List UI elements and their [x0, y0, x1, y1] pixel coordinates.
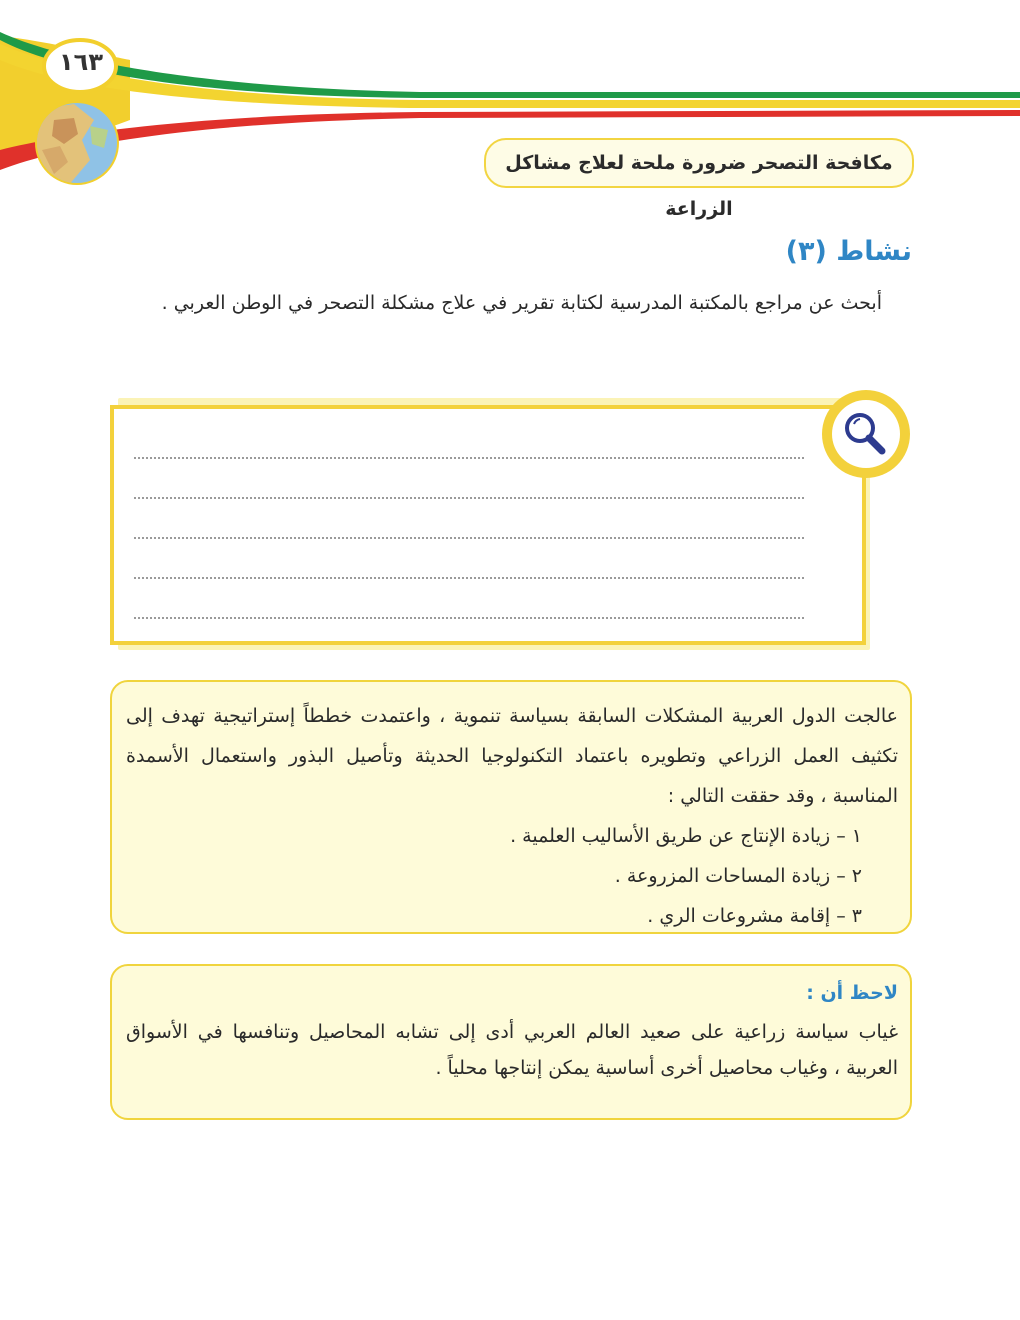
writing-box[interactable] — [110, 405, 866, 645]
writing-line[interactable] — [134, 537, 804, 539]
search-icon — [820, 388, 912, 480]
chapter-title: مكافحة التصحر ضرورة ملحة لعلاج مشاكل الزراعة — [484, 138, 914, 188]
list-item: ٢ – زيادة المساحات المزروعة . — [614, 865, 862, 887]
note-text: غياب سياسة زراعية على صعيد العالم العربي أدى إلى تشابه المحاصيل وتنافسها في الأسواق العربية ، وغياب محاصيل أخرى أساسية يمكن إنتاجها محلياً . — [126, 1021, 898, 1079]
list-item: ١ – زيادة الإنتاج عن طريق الأساليب العلمية . — [510, 825, 862, 847]
activity-title: نشاط (٣) — [785, 236, 912, 267]
map-thumbnail-icon — [34, 100, 120, 186]
achievements-list — [126, 816, 898, 936]
writing-line[interactable] — [134, 577, 804, 579]
info-box — [110, 680, 912, 934]
activity-instruction: أبحث عن مراجع بالمكتبة المدرسية لكتابة تقرير في علاج مشكلة التصحر في الوطن العربي . — [161, 292, 882, 314]
info-paragraph: عالجت الدول العربية المشكلات السابقة بسياسة تنموية ، واعتمدت خططاً إستراتيجية تهدف إلى تكثيف العمل الزراعي وتطويره باعتماد التكنولوجيا الحديثة وتأصيل البذور واستعمال الأسمدة المناسبة ، وقد حققت التالي : — [126, 705, 898, 807]
writing-line[interactable] — [134, 497, 804, 499]
page-number: ١٦٣ — [59, 48, 103, 76]
writing-line[interactable] — [134, 617, 804, 619]
note-box — [110, 964, 912, 1120]
writing-line[interactable] — [134, 457, 804, 459]
list-item: ٣ – إقامة مشروعات الري . — [647, 905, 862, 927]
note-heading: لاحظ أن : — [806, 982, 898, 1004]
